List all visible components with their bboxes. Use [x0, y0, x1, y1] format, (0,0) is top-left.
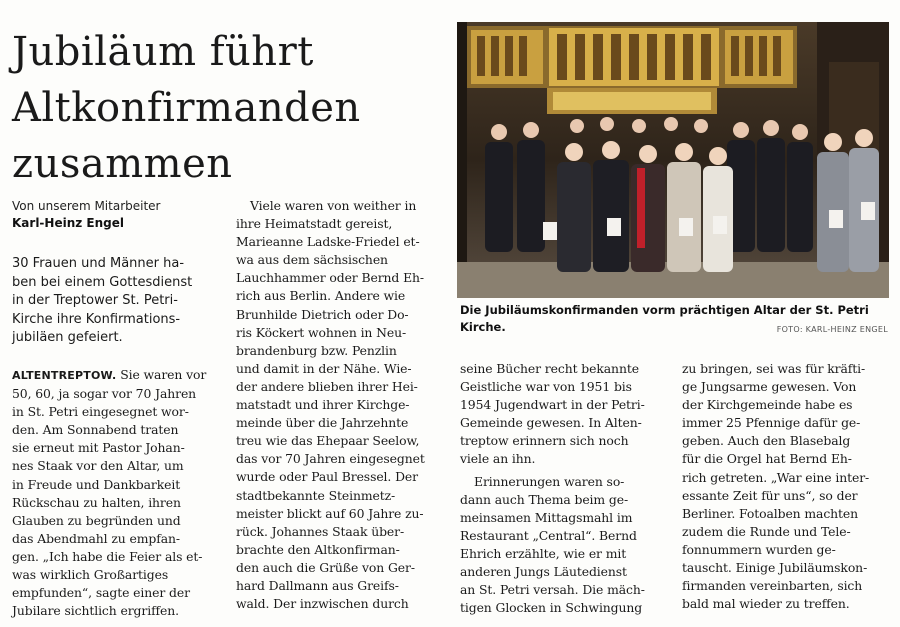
- article-line: treptow erinnern sich noch: [460, 433, 629, 449]
- article-line: viele an ihn.: [460, 451, 536, 467]
- byline-prefix: Von unserem Mitarbeiter: [12, 199, 161, 213]
- byline-author: Karl-Heinz Engel: [12, 216, 124, 230]
- lead-line: ben bei einem Gottesdienst: [12, 274, 193, 290]
- article-line: rich aus Berlin. Andere wie: [236, 288, 406, 304]
- article-line: sie erneut mit Pastor Johan-: [12, 440, 185, 456]
- article-line: Marieanne Ladske-Friedel et-: [236, 234, 420, 250]
- article-line: rich getreten. „War eine inter-: [682, 469, 870, 485]
- article-line: anderen Jungs Läutedienst: [460, 564, 627, 580]
- article-line: in Freude und Dankbarkeit: [12, 476, 181, 492]
- group-photo-illustration: [457, 22, 889, 298]
- article-line: gen. „Ich habe die Feier als et-: [12, 548, 203, 564]
- article-line: fonnummern wurden ge-: [682, 541, 836, 557]
- article-line: ihre Heimatstadt gereist,: [236, 216, 393, 232]
- article-line: zudem die Runde und Tele-: [682, 523, 851, 539]
- article-line: das vor 70 Jahren eingesegnet: [236, 451, 425, 467]
- headline: [12, 24, 452, 192]
- article-line: firmanden vereinbarten, sich: [682, 578, 863, 594]
- article-line: seine Bücher recht bekannte: [460, 361, 639, 376]
- article-line: Berliner. Fotoalben machten: [682, 505, 859, 521]
- group-photo: [457, 22, 889, 298]
- article-line: Viele waren von weither in: [250, 198, 417, 213]
- article-line: wurde oder Paul Bressel. Der: [236, 469, 418, 485]
- article-line: der andere blieben ihrer Hei-: [236, 378, 418, 394]
- article-line: brachte den Altkonfirman-: [236, 541, 400, 557]
- article-line: rück. Johannes Staak über-: [236, 523, 405, 539]
- article-line: Jubilare sichtlich ergriffen.: [12, 603, 179, 619]
- article-line: Erinnerungen waren so-: [474, 473, 625, 489]
- article-line: den auch die Grüße von Ger-: [236, 559, 415, 575]
- headline-line: Jubiläum führt: [12, 29, 314, 75]
- lead-line: jubiläen gefeiert.: [12, 330, 123, 345]
- article-line: tigen Glocken in Schwingung: [460, 600, 643, 616]
- article-line: brandenburg bzw. Penzlin: [236, 342, 397, 358]
- photo-credit: FOTO: KARL-HEINZ ENGEL: [776, 325, 888, 334]
- lead-paragraph: [12, 255, 224, 348]
- lead-line: Kirche ihre Konfirmations-: [12, 311, 181, 327]
- article-line: nes Staak vor den Altar, um: [12, 458, 184, 474]
- article-line-rest: Sie waren vor: [116, 367, 207, 382]
- article-line: Rückschau zu halten, ihren: [12, 494, 181, 510]
- lead-line: 30 Frauen und Männer ha-: [12, 256, 185, 271]
- article-line: 50, 60, ja sogar vor 70 Jahren: [12, 386, 197, 402]
- article-line: Brunhilde Dietrich oder Do-: [236, 306, 409, 322]
- article-line: tauscht. Einige Jubiläumskon-: [682, 560, 868, 576]
- article-line: meister blickt auf 60 Jahre zu-: [236, 505, 424, 521]
- article-line: Gemeinde gewesen. In Alten-: [460, 415, 642, 431]
- lead-line: in der Treptower St. Petri-: [12, 293, 178, 308]
- article-line: dann auch Thema beim ge-: [460, 491, 629, 507]
- article-line: stadtbekannte Steinmetz-: [236, 487, 396, 503]
- article-line: hard Dallmann aus Greifs-: [236, 577, 399, 593]
- article-line: essante Zeit für uns“, so der: [682, 487, 858, 503]
- article-line: ris Köckert wohnen in Neu-: [236, 324, 407, 340]
- article-line: Restaurant „Central“. Bernd: [460, 527, 637, 543]
- article-line: der Kirchgemeinde habe es: [682, 397, 853, 413]
- caption-line: Die Jubiläumskonfirmanden vorm prächtigen Altar der St. Petri: [460, 303, 869, 317]
- article-line: Ehrich erzählte, wie er mit: [460, 545, 627, 561]
- caption-line: Kirche.: [460, 320, 506, 334]
- dateline: ALTENTREPTOW.: [12, 369, 117, 382]
- article-line: treu wie das Ehepaar Seelow,: [236, 433, 420, 449]
- article-line: immer 25 Pfennige dafür ge-: [682, 415, 861, 431]
- headline-line: zusammen: [12, 141, 233, 187]
- article-column-3: [460, 360, 668, 617]
- article-line: Lauchhammer oder Bernd Eh-: [236, 270, 424, 286]
- article-line: wa aus dem sächsischen: [236, 252, 388, 268]
- article-line: 1954 Jugendwart in der Petri-: [460, 397, 645, 413]
- article-line: empfunden“, sagte einer der: [12, 585, 190, 601]
- article-line: [12, 366, 224, 385]
- article-column-4: [682, 360, 890, 613]
- article-line: was wirklich Großartiges: [12, 567, 169, 583]
- article-line: Geistliche war von 1951 bis: [460, 379, 632, 395]
- article-line: Glauben zu begründen und: [12, 512, 181, 528]
- article-line: für die Orgel hat Bernd Eh-: [682, 451, 852, 467]
- article-line: geben. Auch den Blasebalg: [682, 433, 851, 449]
- article-line: wald. Der inzwischen durch: [236, 596, 409, 612]
- headline-line: Altkonfirmanden: [12, 85, 361, 131]
- article-line: das Abendmahl zu empfan-: [12, 530, 180, 546]
- article-line: an St. Petri versah. Die mäch-: [460, 582, 645, 598]
- article-column-2: [236, 197, 444, 613]
- article-line: zu bringen, sei was für kräfti-: [682, 361, 866, 376]
- article-line: meinde über die Jahrzehnte: [236, 415, 409, 431]
- article-line: matstadt und ihrer Kirchge-: [236, 397, 410, 413]
- article-line: den. Am Sonnabend traten: [12, 422, 179, 438]
- article-line: bald mal wieder zu treffen.: [682, 596, 850, 612]
- article-line: meinsamen Mittagsmahl im: [460, 509, 633, 525]
- article-line: ge Jungsarme gewesen. Von: [682, 379, 857, 395]
- article-column-1: [12, 366, 224, 620]
- article-line: und damit in der Nähe. Wie-: [236, 360, 412, 376]
- article-line: in St. Petri eingesegnet wor-: [12, 404, 189, 420]
